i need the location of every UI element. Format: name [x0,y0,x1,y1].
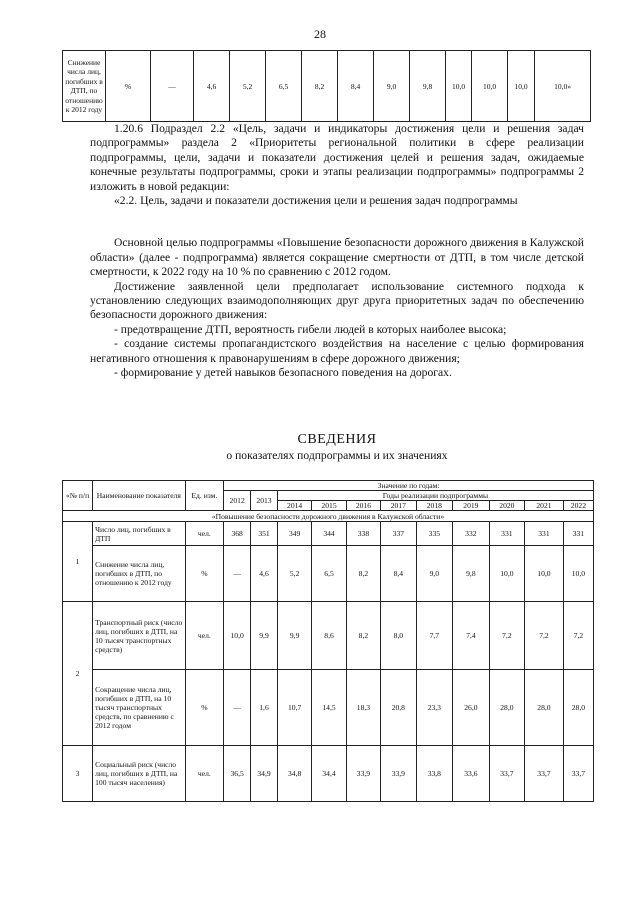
value-cell: 18,3 [346,670,380,746]
table-row [63,602,594,670]
value-cell: 7,7 [416,602,453,670]
paragraph-subsection-title: «2.2. Цель, задачи и показатели достижения цели и решения задач подпрограммы [114,194,518,208]
header-year: 2013 [251,491,278,511]
value-cell: 344 [312,522,346,546]
paragraph-approach: Достижение заявленной цели предполагает использование системного подхода к установлению следующих взаимодополняющих друг друга приоритетных задач по обеспечению безопасности дорожного движения: [90,279,584,322]
section-row [63,511,594,522]
indicator-name: Сокращение числа лиц, погибших в ДТП, на 10 тысяч транспортных средств, по сравнению с 2012 годом [93,670,185,746]
indicators-table [62,480,594,802]
value-cell: — [151,51,194,122]
header-name: Наименование показателя [93,481,185,511]
value-cell: 8,2 [346,602,380,670]
indicator-name: Снижение числа лиц, погибших в ДТП, по отношению к 2012 году [93,546,185,602]
header-year: 2015 [312,501,346,511]
section-heading [90,431,584,464]
value-cell: 337 [381,522,416,546]
value-cell: — [224,546,251,602]
value-cell: 1,6 [251,670,278,746]
value-cell: 10,0 [525,546,564,602]
value-cell: 349 [277,522,311,546]
value-cell: 9,0 [374,51,410,122]
header-year: 2016 [346,501,380,511]
unit-cell: % [185,670,224,746]
unit-cell: % [185,546,224,602]
value-cell: 8,0 [381,602,416,670]
value-cell: 351 [251,522,278,546]
value-cell: 9,9 [251,602,278,670]
value-cell: 5,2 [230,51,266,122]
value-cell: 9,9 [277,602,311,670]
table-row [63,670,594,746]
heading-title: СВЕДЕНИЯ [297,432,377,447]
value-cell: 23,3 [416,670,453,746]
group-number: 2 [63,602,93,746]
value-cell: 33,9 [381,746,416,802]
group-number: 1 [63,522,93,602]
value-cell: 5,2 [277,546,311,602]
value-cell: 20,8 [381,670,416,746]
table-header-row [63,481,594,491]
table-row [63,746,594,802]
value-cell: 6,5 [266,51,302,122]
value-cell: 8,4 [338,51,374,122]
value-cell: 9,0 [416,546,453,602]
value-cell: 10,0 [224,602,251,670]
value-cell: 8,2 [346,546,380,602]
table-row [63,522,594,546]
unit-cell: чел. [185,522,224,546]
unit-cell: % [106,51,151,122]
header-year: 2022 [563,501,593,511]
value-cell: 10,0 [472,51,508,122]
value-cell: 10,0 [489,546,524,602]
value-cell: 10,0» [535,51,591,122]
unit-cell: чел. [185,746,224,802]
header-implementation-years: Годы реализации подпрограммы [277,491,593,501]
value-cell: 28,0 [489,670,524,746]
value-cell: 335 [416,522,453,546]
page-number: 28 [314,27,326,41]
value-cell: 33,7 [489,746,524,802]
header-year: 2018 [416,501,453,511]
document-body [90,122,584,381]
value-cell: 332 [453,522,490,546]
value-cell: 9,8 [453,546,490,602]
value-cell: 33,8 [416,746,453,802]
indicator-name: Социальный риск (число лиц, погибших в ДТП, на 100 тысяч населения) [93,746,185,802]
value-cell: — [224,670,251,746]
value-cell: 28,0 [525,670,564,746]
value-cell: 10,0 [508,51,535,122]
value-cell: 33,7 [525,746,564,802]
section-title: «Повышение безопасности дорожного движения в Калужской области» [63,511,594,522]
value-cell: 338 [346,522,380,546]
value-cell: 14,5 [312,670,346,746]
value-cell: 34,4 [312,746,346,802]
bullet-item: - предотвращение ДТП, вероятность гибели людей в которых наиболее высока; [114,322,507,336]
value-cell: 33,7 [563,746,593,802]
value-cell: 331 [489,522,524,546]
value-cell: 368 [224,522,251,546]
header-year: 2020 [489,501,524,511]
continuation-table [62,50,591,122]
value-cell: 4,6 [251,546,278,602]
value-cell: 10,0 [563,546,593,602]
table-row [63,51,591,122]
value-cell: 8,2 [302,51,338,122]
value-cell: 8,6 [312,602,346,670]
value-cell: 26,0 [453,670,490,746]
header-number: «№ п/п [63,481,93,511]
header-year: 2012 [224,491,251,511]
value-cell: 10,7 [277,670,311,746]
bullet-item: - формирование у детей навыков безопасного поведения на дорогах. [114,366,452,380]
value-cell: 34,8 [277,746,311,802]
value-cell: 33,9 [346,746,380,802]
heading-subtitle: о показателях подпрограммы и их значениях [226,449,448,462]
value-cell: 34,9 [251,746,278,802]
indicator-name: Снижение числа лиц, погибших в ДТП, по отношению к 2012 году [63,51,106,122]
value-cell: 9,8 [410,51,446,122]
value-cell: 7,2 [525,602,564,670]
header-year: 2017 [381,501,416,511]
value-cell: 4,6 [194,51,230,122]
value-cell: 7,2 [563,602,593,670]
value-cell: 7,2 [489,602,524,670]
group-number: 3 [63,746,93,802]
paragraph-main-goal: Основной целью подпрограммы «Повышение безопасности дорожного движения в Калужской области» (далее - подпрограмма) является сокращение смертности от ДТП, в том числе детской смертности, к 2022 году на 10 % по сравнению с 2012 годом. [90,236,584,279]
value-cell: 28,0 [563,670,593,746]
paragraph-amendment: 1.20.6 Подраздел 2.2 «Цель, задачи и индикаторы достижения цели и решения задач подпрограммы» раздела 2 «Приоритеты региональной политики в сфере реализации подпрограммы, цели, задачи и показатели достижения целей и решения задач, ожидаемые конечные результаты подпрограммы, сроки и этапы реализации подпрограммы» подпрограммы 2 изложить в новой редакции: [90,122,584,193]
indicator-name: Транспортный риск (число лиц, погибших в ДТП, на 10 тысяч транспортных средств) [93,602,185,670]
indicator-name: Число лиц, погибших в ДТП [93,522,185,546]
value-cell: 36,5 [224,746,251,802]
value-cell: 10,0 [446,51,472,122]
value-cell: 331 [525,522,564,546]
table-row [63,546,594,602]
value-cell: 33,6 [453,746,490,802]
value-cell: 8,4 [381,546,416,602]
value-cell: 331 [563,522,593,546]
unit-cell: чел. [185,602,224,670]
header-unit: Ед. изм. [185,481,224,511]
header-year: 2014 [277,501,311,511]
bullet-item: - создание системы пропагандистского воздействия на население с целью формирования негативного отношения к правонарушениям в сфере дорожного движения; [90,337,584,365]
header-year: 2021 [525,501,564,511]
header-values: Значение по годам: [224,481,594,491]
value-cell: 7,4 [453,602,490,670]
value-cell: 6,5 [312,546,346,602]
header-year: 2019 [453,501,490,511]
